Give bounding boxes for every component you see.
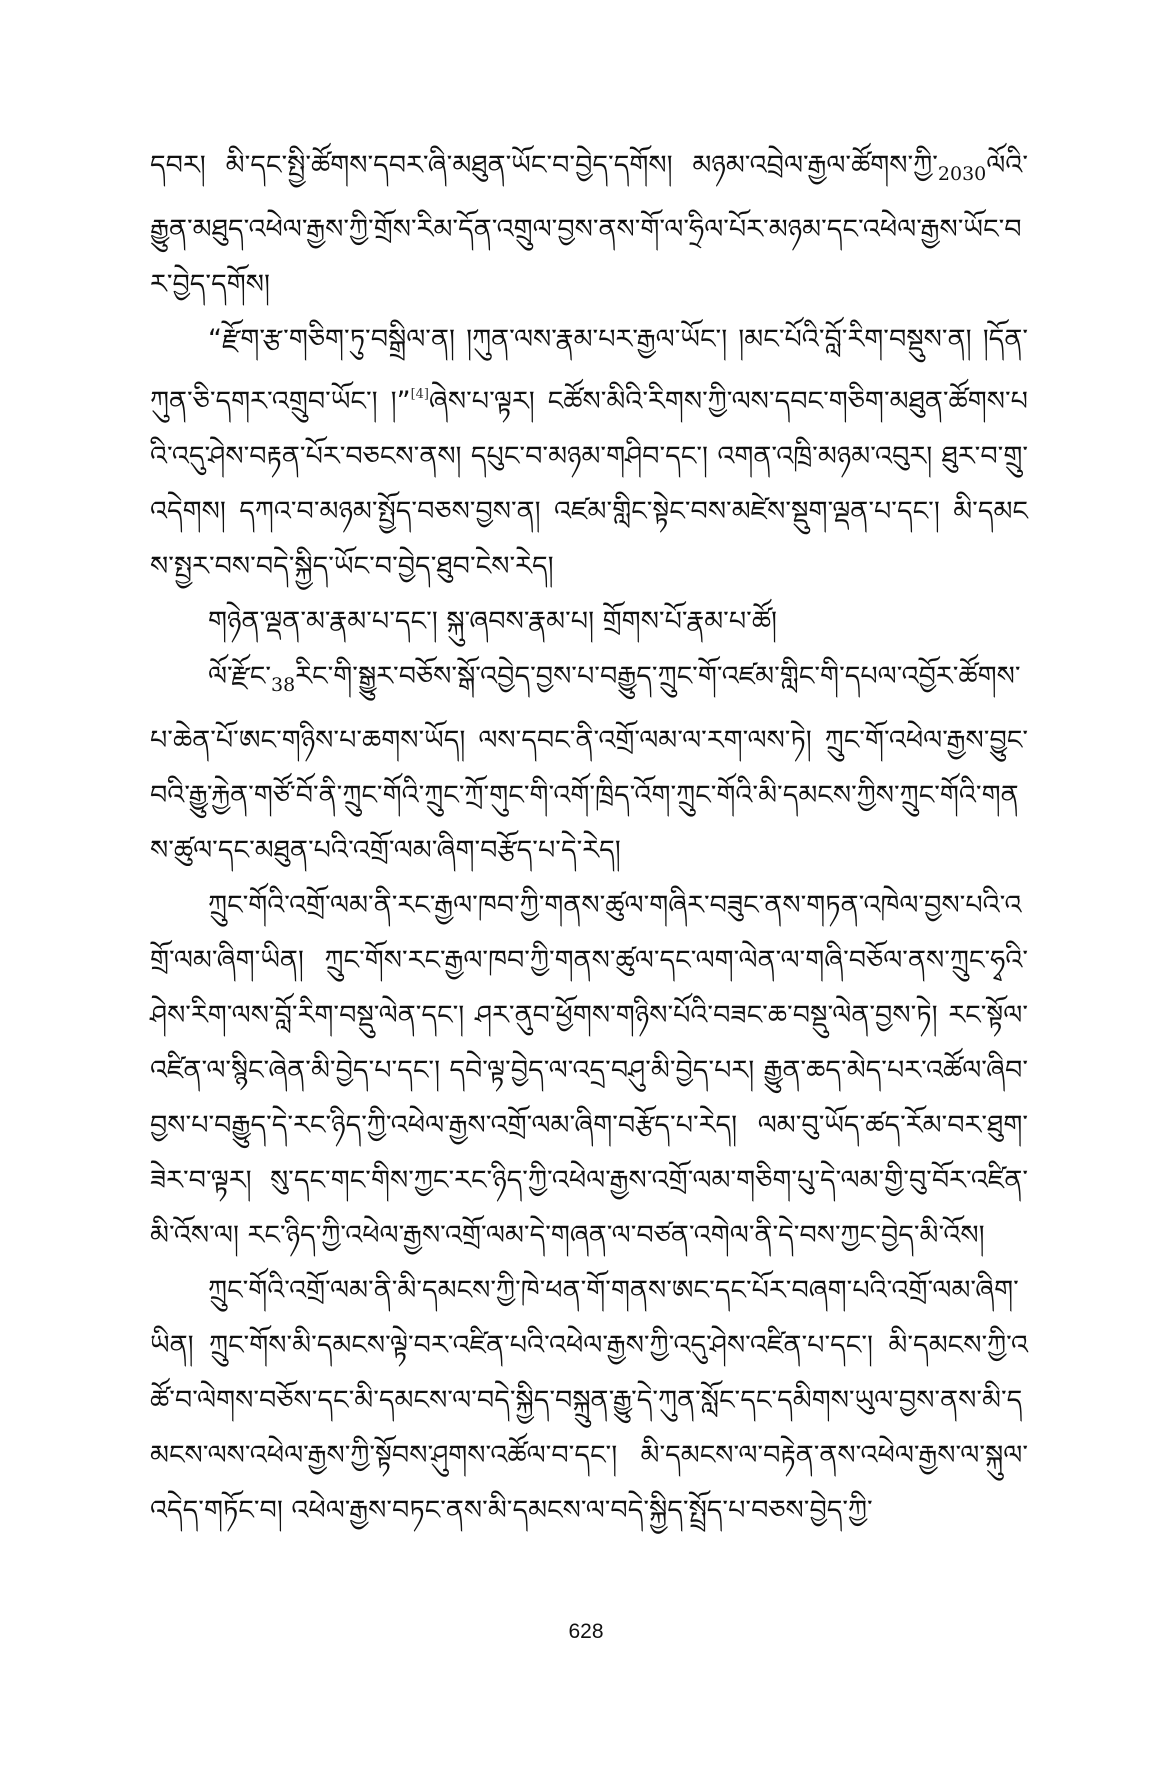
address-heading: གཉེན་ལྡན་མ་རྣམ་པ་དང་། སྐུ་ཞབས་རྣམ་པ། གྲོགས་པོ་རྣམ་པ་ཚོ། bbox=[208, 606, 778, 637]
quoted-verse: “རྫོག་རྩ་གཅིག་ཏུ་བསྒྲིལ་ན། །ཀུན་ལས་རྣམ་པར་རྒྱལ་ཡོང་། །མང་པོའི་བློ་རིག་བསྡུས་ན། །དོན་ཀུན་ཅི་དགར་འགྲུབ་ཡོང་། །” bbox=[150, 324, 1028, 417]
paragraph-3-text-a: ལོ་རྫོང་ bbox=[208, 661, 272, 692]
paragraph-3-text-b: རིང་གི་སྒྱུར་བཅོས་སྒོ་འབྱེད་བྱས་པ་བརྒྱུད་ཀྲུང་གོ་འཛམ་གླིང་གི་དཔལ་འབྱོར་ཚོགས་པ་ཆེན་པོ་ཨང་གཉིས་པ་ཆགས་ཡོད། ལས་དབང་ནི་འགྲོ་ལམ་ལ་རག་ལས་ཏེ། ཀྲུང་གོ་འཕེལ་རྒྱས་བྱུང་བའི་རྒྱུ་རྐྱེན་གཙོ་བོ་ནི་ཀྲུང་གོའི་ཀྲུང་ཀྲོ་གུང་གི་འགོ་ཁྲིད་འོག་ཀྲུང་གོའི་མི་དམངས་ཀྱིས་ཀྲུང་གོའི་གནས་ཚུལ་དང་མཐུན་པའི་འགྲོ་ལམ་ཞིག་བརྩོད་པ་དེ་རེད། bbox=[150, 661, 1028, 866]
paragraph-5: ཀྲུང་གོའི་འགྲོ་ལམ་ནི་མི་དམངས་ཀྱི་ཁེ་ཕན་གོ་གནས་ཨང་དང་པོར་བཞག་པའི་འགྲོ་ལམ་ཞིག་ཡིན། ཀྲུང་གོས་མི་དམངས་ལྟེ་བར་འཛིན་པའི་འཕེལ་རྒྱས་ཀྱི་འདུ་ཤེས་འཛིན་པ་དང་། མི་དམངས་ཀྱི་འཚོ་བ་ལེགས་བཅོས་དང་མི་དམངས་ལ་བདེ་སྐྱིད་བསྐྲུན་རྒྱུ་དེ་ཀུན་སློང་དང་དམིགས་ཡུལ་བྱས་ནས་མི་དམངས་ལས་འཕེལ་རྒྱས་ཀྱི་སྟོབས་ཤུགས་འཚོལ་བ་དང་། མི་དམངས་ལ་བརྟེན་ནས་འཕེལ་རྒྱས་ལ་སྐུལ་འདེད་གཏོང་བ། འཕེལ་རྒྱས་བཏང་ནས་མི་དམངས་ལ་བདེ་སྐྱིད་སྤྲོད་པ་བཅས་བྱེད་ཀྱི་ bbox=[150, 1275, 1028, 1526]
page-number: 628 bbox=[568, 1620, 604, 1643]
paragraph-1 bbox=[150, 138, 1028, 312]
body-text bbox=[150, 138, 1028, 1538]
years-number: 38 bbox=[271, 674, 296, 696]
paragraph-3 bbox=[150, 649, 1028, 878]
year-number: 2030 bbox=[937, 163, 987, 185]
paragraph-1-text-a: དབར། མི་དང་སྤྱི་ཚོགས་དབར་ཞི་མཐུན་ཡོང་བ་བྱེད་དགོས། མཉམ་འབྲེལ་རྒྱལ་ཚོགས་ཀྱི་ bbox=[150, 150, 938, 181]
paragraph-2-text: ཞེས་པ་ལྟར། ངཚོས་མིའི་རིགས་ཀྱི་ལས་དབང་གཅིག་མཐུན་ཚོགས་པའི་འདུ་ཤེས་བརྟན་པོར་བཅངས་ནས། དཔུང་བ་མཉམ་གཤིབ་དང་། འགན་འཁྲི་མཉམ་འབུར། ཐུར་བ་གྲུ་འདེགས། དཀའ་བ་མཉམ་སྤྱོད་བཅས་བྱས་ན། འཛམ་གླིང་སྟེང་བས་མཛེས་སྡུག་ལྡན་པ་དང་། མི་དམངས་སྤྱར་བས་བདེ་སྐྱིད་ཡོང་བ་བྱེད་ཐུབ་ངེས་རེད། bbox=[150, 386, 1028, 582]
footnote-marker[interactable]: [4] bbox=[410, 387, 429, 402]
paragraph-2-quote bbox=[150, 312, 1028, 594]
paragraph-1-text-b: ལོའི་རྒྱུན་མཐུད་འཕེལ་རྒྱས་ཀྱི་གྲོས་རིམ་དོན་འགྲུལ་བྱས་ནས་གོ་ལ་ཧྲིལ་པོར་མཉམ་དང་འཕེལ་རྒྱས་ཡོང་བར་བྱེད་དགོས། bbox=[150, 150, 1028, 300]
paragraph-4: ཀྲུང་གོའི་འགྲོ་ལམ་ནི་རང་རྒྱལ་ཁབ་ཀྱི་གནས་ཚུལ་གཞིར་བཟུང་ནས་གཏན་འཁེལ་བྱས་པའི་འགྲོ་ལམ་ཞིག་ཡིན། ཀྲུང་གོས་རང་རྒྱལ་ཁབ་ཀྱི་གནས་ཚུལ་དང་ལག་ལེན་ལ་གཞི་བཅོལ་ནས་ཀྲུང་ཧྭའི་ཤེས་རིག་ལས་བློ་རིག་བསྡུ་ལེན་དང་། ཤར་ནུབ་ཕྱོགས་གཉིས་པོའི་བཟང་ཆ་བསྡུ་ལེན་བྱས་ཏེ། རང་སྟོལ་འཛིན་ལ་སྙིང་ཞེན་མི་བྱེད་པ་དང་། དབེ་ལྟ་བྱེད་ལ་འདྲ་བཤུ་མི་བྱེད་པར། རྒྱུན་ཆད་མེད་པར་འཚོལ་ཞིབ་བྱས་པ་བརྒྱུད་དེ་རང་ཉིད་ཀྱི་འཕེལ་རྒྱས་འགྲོ་ལམ་ཞིག་བརྩོད་པ་རེད། ལམ་བུ་ཡོད་ཚད་རོམ་བར་ཐུག་ཟེར་བ་ལྟར། སུ་དང་གང་གིས་ཀྱང་རང་ཉིད་ཀྱི་འཕེལ་རྒྱས་འགྲོ་ལམ་གཅིག་པུ་དེ་ལམ་གྱི་བུ་བོར་འཛིན་མི་འོས་ལ། རང་ཉིད་ཀྱི་འཕེལ་རྒྱས་འགྲོ་ལམ་དེ་གཞན་ལ་བཙན་འགེལ་ནི་དེ་བས་ཀྱང་བྱེད་མི་འོས། bbox=[150, 890, 1028, 1251]
